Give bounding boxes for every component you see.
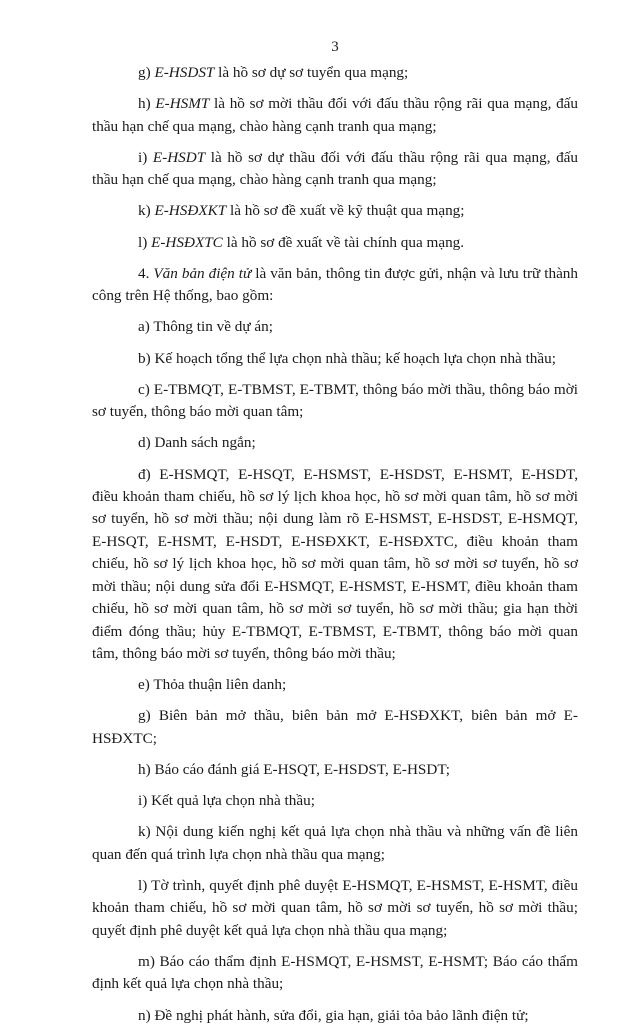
paragraph-4 (92, 263, 578, 308)
paragraph-4k (92, 821, 578, 866)
paragraph-4m (92, 951, 578, 996)
paragraph-text: a) Thông tin về dự án; (138, 318, 273, 336)
document-body (92, 62, 578, 1027)
paragraph-h (92, 93, 578, 138)
paragraph-text: m) Báo cáo thẩm định E-HSMQT, E-HSMST, E-HSMT; Báo cáo thẩm định kết quả lựa chọn nhà thầu; (92, 952, 578, 993)
paragraph-text: e) Thỏa thuận liên danh; (138, 676, 287, 694)
paragraph-prefix: g) (138, 64, 155, 81)
page-number: 3 (331, 39, 339, 55)
paragraph-4n (92, 1005, 578, 1027)
paragraph-4b (92, 348, 578, 370)
paragraph-4e (92, 674, 578, 696)
paragraph-4g (92, 705, 578, 750)
paragraph-text: k) Nội dung kiến nghị kết quả lựa chọn nhà thầu và những vấn đề liên quan đến quá trình lựa chọn nhà thầu qua mạng; (92, 823, 578, 863)
paragraph-text: g) Biên bản mở thầu, biên bản mở E-HSĐXKT, biên bản mở E-HSĐXTC; (92, 707, 578, 747)
paragraph-text: i) Kết quả lựa chọn nhà thầu; (138, 792, 315, 810)
paragraph-prefix: i) (138, 148, 153, 166)
paragraph-text: l) Tờ trình, quyết định phê duyệt E-HSMQT, E-HSMST, E-HSMT, điều khoản tham chiếu, hồ sơ mời quan tâm, hồ sơ mời sơ tuyển, hồ sơ mời thầu; quyết định phê duyệt kết quả lựa chọn nhà thầu qua mạng; (92, 876, 578, 939)
paragraph-text: đ) E-HSMQT, E-HSQT, E-HSMST, E-HSDST, E-HSMT, E-HSDT, điều khoản tham chiếu, hồ sơ lý lịch khoa học, hồ sơ mời quan tâm, hồ sơ mời sơ tuyển, hồ sơ mời thầu; nội dung làm rõ E-HSMST, E-HSDST, E-HSMQT, E-HSQT, E-HSMT, E-HSDT, E-HSĐXKT, E-HSĐXTC, điều khoản tham chiếu, hồ sơ lý lịch khoa học, hồ sơ mời quan tâm, hồ sơ mời sơ tuyển, hồ sơ mời thầu; nội dung sửa đổi E-HSMQT, E-HSMST, E-HSMT, điều khoản tham chiếu, hồ sơ mời quan tâm, hồ sơ mời sơ tuyển, hồ sơ mời thầu; gia hạn thời điểm đóng thầu; hủy E-TBMQT, E-TBMST, E-TBMT, thông báo mời quan tâm, thông báo mời sơ tuyển, thông báo mời thầu; (92, 465, 578, 662)
paragraph-4l (92, 875, 578, 942)
paragraph-g (92, 62, 578, 84)
paragraph-text: c) E-TBMQT, E-TBMST, E-TBMT, thông báo mời thầu, thông báo mời sơ tuyển, thông báo mời quan tâm; (92, 380, 578, 421)
paragraph-4d (92, 432, 578, 454)
paragraph-text: b) Kế hoạch tổng thể lựa chọn nhà thầu; kế hoạch lựa chọn nhà thầu; (138, 349, 556, 367)
paragraph-4h (92, 759, 578, 781)
paragraph-text: n) Đề nghị phát hành, sửa đổi, gia hạn, giải tỏa bảo lãnh điện tử; (138, 1006, 529, 1024)
paragraph-prefix: h) (138, 95, 156, 113)
defined-term: E-HSDST (154, 64, 215, 81)
paragraph-text: là hồ sơ đề xuất về kỹ thuật qua mạng; (226, 202, 465, 220)
paragraph-l (92, 232, 578, 254)
paragraph-text: là hồ sơ dự sơ tuyển qua mạng; (214, 64, 409, 81)
paragraph-4c (92, 379, 578, 424)
paragraph-4dd (92, 464, 578, 666)
paragraph-text: d) Danh sách ngắn; (138, 434, 256, 452)
paragraph-text: là hồ sơ dự thầu đối với đấu thầu rộng rãi qua mạng, đấu thầu hạn chế qua mạng, chào hàng cạnh tranh qua mạng; (92, 148, 578, 189)
paragraph-4a (92, 316, 578, 338)
paragraph-text: là hồ sơ mời thầu đối với đấu thầu rộng rãi qua mạng, đấu thầu hạn chế qua mạng, chào hàng cạnh tranh qua mạng; (92, 95, 578, 135)
defined-term: E-HSDT (152, 148, 206, 166)
paragraph-k (92, 200, 578, 222)
paragraph-prefix: 4. (138, 264, 154, 282)
defined-term: E-HSMT (155, 95, 210, 113)
paragraph-prefix: l) (138, 233, 152, 251)
paragraph-4i (92, 790, 578, 812)
paragraph-text: là văn bản, thông tin được gửi, nhận và lưu trữ thành công trên Hệ thống, bao gồm: (92, 264, 578, 305)
defined-term: E-HSĐXTC (151, 233, 223, 251)
paragraph-text: là hồ sơ đề xuất về tài chính qua mạng. (222, 233, 465, 251)
paragraph-text: h) Báo cáo đánh giá E-HSQT, E-HSDST, E-HSDT; (138, 760, 450, 778)
defined-term: Văn bản điện tử (153, 264, 252, 282)
paragraph-i (92, 147, 578, 192)
defined-term: E-HSĐXKT (154, 202, 227, 220)
paragraph-prefix: k) (138, 202, 155, 220)
